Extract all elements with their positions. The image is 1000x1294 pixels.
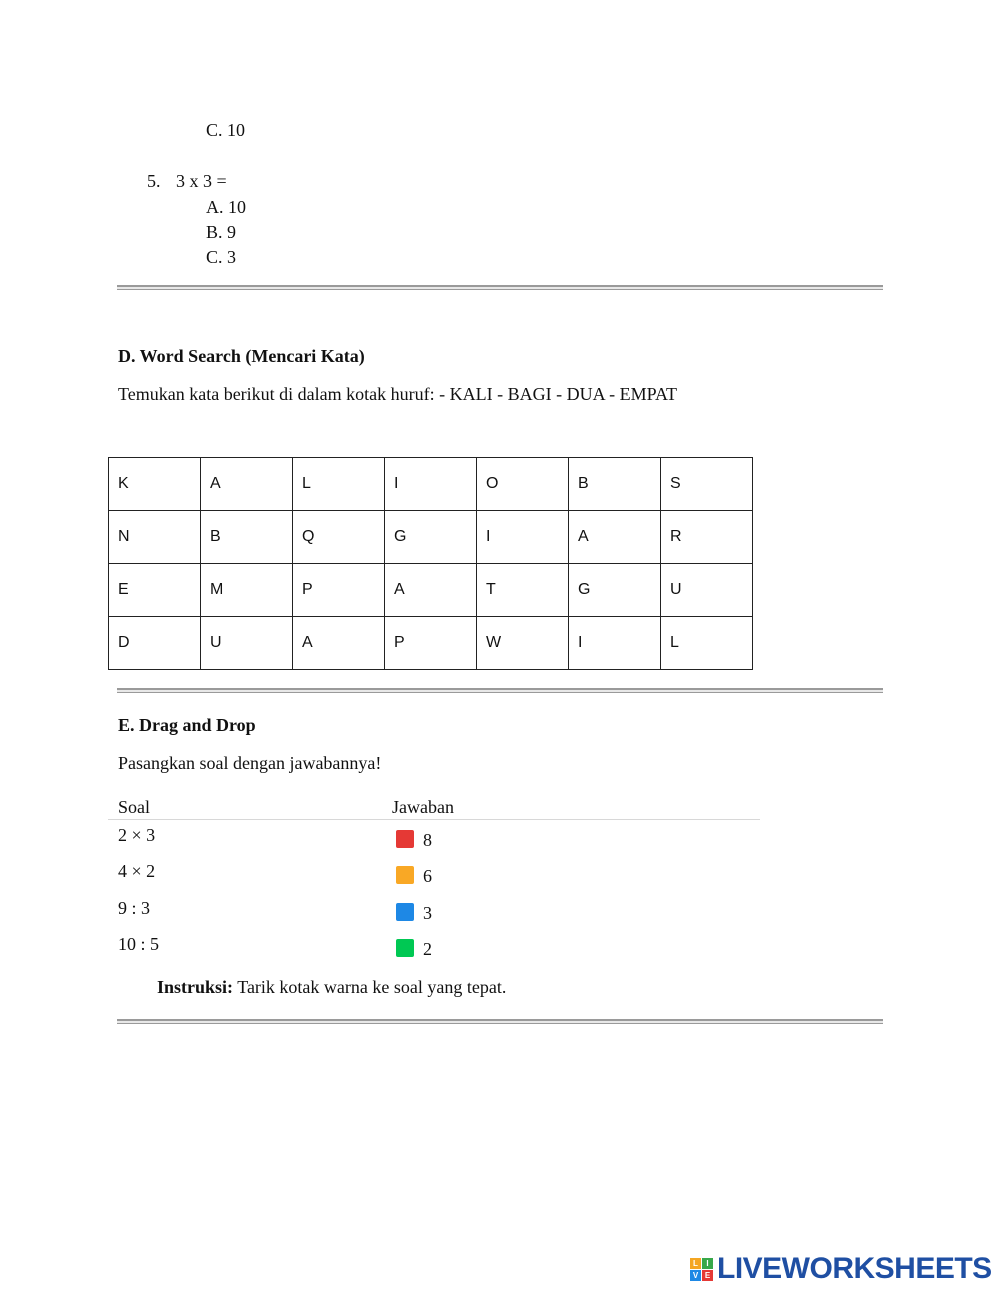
answer-value: 2	[423, 939, 432, 959]
letter-cell[interactable]: I	[477, 511, 569, 564]
column-header-soal: Soal	[118, 797, 151, 817]
word-search-grid	[108, 457, 753, 670]
logo-mark-tile: I	[702, 1258, 713, 1269]
letter-cell[interactable]: S	[661, 458, 753, 511]
logo-mark-tile: V	[690, 1270, 701, 1281]
drop-target-question[interactable]: 4 × 2	[118, 861, 156, 881]
draggable-answer[interactable]	[396, 899, 432, 924]
letter-cell[interactable]: A	[201, 458, 293, 511]
logo-mark-tile: L	[690, 1258, 701, 1269]
q5-number: 5.	[147, 171, 161, 191]
letter-cell[interactable]: G	[569, 564, 661, 617]
letter-cell[interactable]: Q	[293, 511, 385, 564]
section-e-instruction: Pasangkan soal dengan jawabannya!	[118, 753, 382, 773]
color-swatch-icon[interactable]	[396, 939, 414, 957]
section-d-instruction: Temukan kata berikut di dalam kotak huruf: - KALI - BAGI - DUA - EMPAT	[118, 384, 677, 404]
draggable-answer[interactable]	[396, 935, 432, 960]
letter-cell[interactable]: L	[293, 458, 385, 511]
letter-cell[interactable]: T	[477, 564, 569, 617]
letter-cell[interactable]: L	[661, 617, 753, 670]
drop-target-question[interactable]: 9 : 3	[118, 898, 151, 918]
answer-value: 3	[423, 903, 432, 923]
word-search-row	[109, 458, 753, 511]
q4-option-c[interactable]: C. 10	[206, 120, 246, 140]
word-search-row	[109, 617, 753, 670]
letter-cell[interactable]: A	[569, 511, 661, 564]
word-search-row	[109, 511, 753, 564]
letter-cell[interactable]: A	[385, 564, 477, 617]
section-divider	[117, 1019, 883, 1024]
logo-mark-icon	[690, 1258, 713, 1281]
header-divider	[108, 819, 760, 820]
answer-value: 8	[423, 830, 432, 850]
letter-cell[interactable]: W	[477, 617, 569, 670]
letter-cell[interactable]: I	[569, 617, 661, 670]
section-divider	[117, 285, 883, 290]
drop-target-question[interactable]: 2 × 3	[118, 825, 156, 845]
q5-option-c[interactable]: C. 3	[206, 247, 237, 267]
letter-cell[interactable]: P	[293, 564, 385, 617]
letter-cell[interactable]: P	[385, 617, 477, 670]
letter-cell[interactable]: O	[477, 458, 569, 511]
logo-text: LIVEWORKSHEETS	[717, 1252, 992, 1285]
section-divider	[117, 688, 883, 693]
color-swatch-icon[interactable]	[396, 866, 414, 884]
letter-cell[interactable]: R	[661, 511, 753, 564]
letter-cell[interactable]: E	[109, 564, 201, 617]
letter-cell[interactable]: M	[201, 564, 293, 617]
draggable-answer[interactable]	[396, 826, 432, 851]
answer-value: 6	[423, 866, 432, 886]
column-header-jawaban: Jawaban	[392, 797, 454, 817]
drop-target-question[interactable]: 10 : 5	[118, 934, 160, 954]
letter-cell[interactable]: I	[385, 458, 477, 511]
instruction-text: Tarik kotak warna ke soal yang tepat.	[233, 977, 507, 997]
instruction-label: Instruksi:	[157, 977, 234, 997]
letter-cell[interactable]: B	[569, 458, 661, 511]
draggable-answer[interactable]	[396, 862, 432, 887]
q5-option-a[interactable]: A. 10	[206, 197, 246, 217]
color-swatch-icon[interactable]	[396, 903, 414, 921]
letter-cell[interactable]: B	[201, 511, 293, 564]
letter-cell[interactable]: G	[385, 511, 477, 564]
color-swatch-icon[interactable]	[396, 830, 414, 848]
drag-instruction	[157, 976, 506, 998]
logo-mark-tile: E	[702, 1270, 713, 1281]
letter-cell[interactable]: D	[109, 617, 201, 670]
q5-option-b[interactable]: B. 9	[206, 222, 237, 242]
q5-prompt: 3 x 3 =	[176, 171, 227, 191]
section-e-title: E. Drag and Drop	[118, 715, 256, 735]
letter-cell[interactable]: A	[293, 617, 385, 670]
word-search-row	[109, 564, 753, 617]
section-d-title: D. Word Search (Mencari Kata)	[118, 346, 365, 366]
letter-cell[interactable]: N	[109, 511, 201, 564]
letter-cell[interactable]: U	[201, 617, 293, 670]
liveworksheets-logo	[690, 1251, 992, 1287]
letter-cell[interactable]: U	[661, 564, 753, 617]
letter-cell[interactable]: K	[109, 458, 201, 511]
